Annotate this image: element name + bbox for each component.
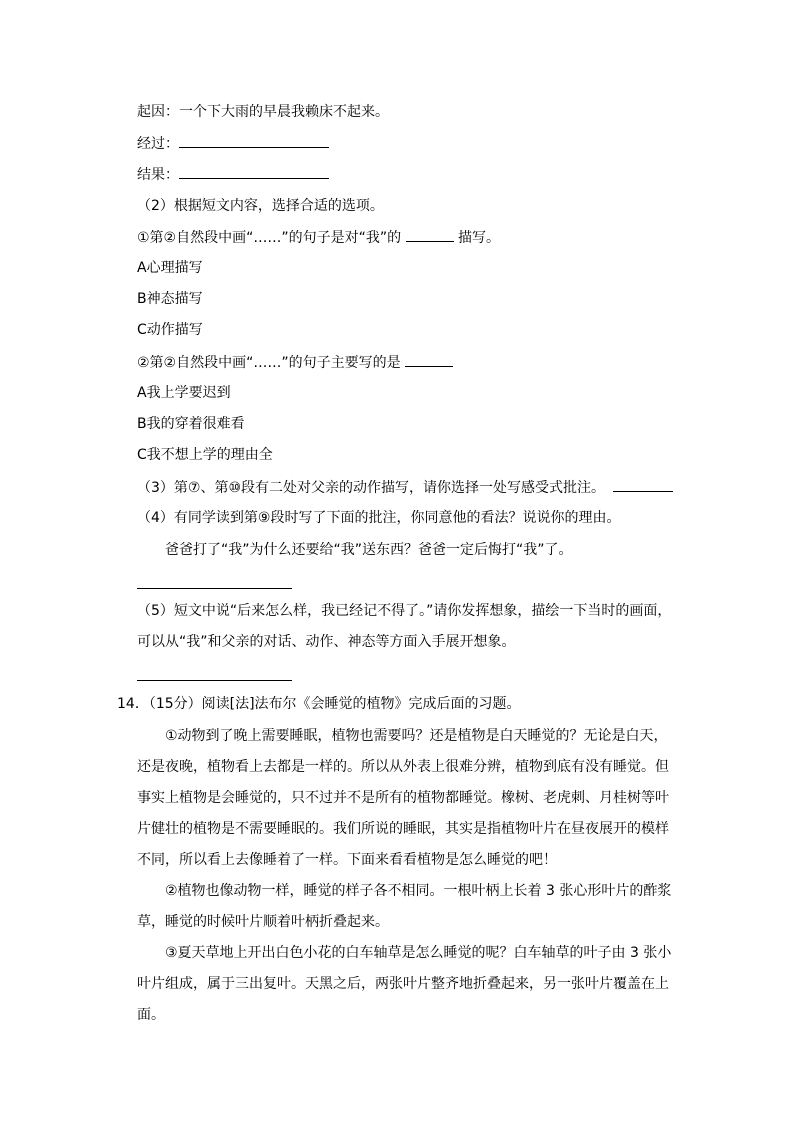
sub2-q1-option-c: C动作描写 (137, 322, 203, 338)
q13-sub3 (137, 477, 673, 498)
q13-sub4: （4）有同学读到第⑨段时写了下面的批注，你同意他的看法？说说你的理由。 (137, 510, 621, 526)
sub2-q2-option-a: A我上学要迟到 (137, 385, 231, 401)
q14-para1-line4: 片健壮的植物是不需要睡眠的。我们所说的睡眠，其实是指植物叶片在昼夜展开的模样 (137, 821, 669, 837)
sub2-q1-tail: 描写。 (458, 230, 501, 246)
q13-sub5-line1: （5）短文中说“后来怎么样，我已经记不得了。”请你发挥想象，描绘一下当时的画面， (137, 603, 672, 619)
sub2-q1-option-b: B神态描写 (137, 291, 203, 307)
sub5-answer-line[interactable] (137, 680, 292, 681)
process-label: 经过： (137, 136, 179, 152)
sub2-q1-blank[interactable] (406, 227, 454, 242)
q14-para3-line1: ③夏天草地上开出白色小花的白车轴草是怎么睡觉的呢？白车轴草的叶子由 3 张小 (165, 945, 672, 961)
result-answer-blank[interactable] (179, 164, 329, 179)
sub3-text: （3）第⑦、第⑩段有二处对父亲的动作描写，请你选择一处写感受式批注。 (137, 480, 606, 496)
sub2-q2-option-c: C我不想上学的理由全 (137, 447, 273, 463)
sub2-q1-text: ①第②自然段中画“……”的句子是对“我”的 (137, 230, 402, 246)
q14-para1-line3: 事实上植物是会睡觉的，只不过并不是所有的植物都睡觉。橡树、老虎刺、月桂树等叶 (137, 790, 669, 806)
q14-para2-line2: 草，睡觉的时候叶片顺着叶柄折叠起来。 (137, 914, 389, 930)
sub2-q2-option-b: B我的穿着很难看 (137, 416, 245, 432)
q13-sub5-line2: 可以从“我”和父亲的对话、动作、神态等方面入手展开想象。 (137, 634, 516, 650)
q14-para2-line1: ②植物也像动物一样，睡觉的样子各不相同。一根叶柄上长着 3 张心形叶片的酢浆 (165, 883, 672, 899)
q14-para1-line5: 不同，所以看上去像睡着了一样。下面来看看植物是怎么睡觉的吧！ (137, 852, 557, 868)
q14-para1-line2: 还是夜晚，植物看上去都是一样的。所以从外表上很难分辨，植物到底有没有睡觉。但 (137, 759, 669, 775)
q14-para1-line1: ①动物到了晚上需要睡眠，植物也需要吗？还是植物是白天睡觉的？无论是白天， (165, 728, 668, 744)
sub3-blank[interactable] (613, 477, 673, 492)
q13-sub4-quote: 爸爸打了“我”为什么还要给“我”送东西？爸爸一定后悔打“我”了。 (165, 542, 573, 558)
sub2-q1-option-a: A心理描写 (137, 260, 203, 276)
sub2-q2-blank[interactable] (405, 352, 453, 367)
q13-sub2-q2 (137, 352, 453, 373)
process-answer-blank[interactable] (179, 133, 329, 148)
q14-para3-line2: 叶片组成，属于三出复叶。天黑之后，两张叶片整齐地折叠起来，另一张叶片覆盖在上 (137, 976, 669, 992)
q14-heading: 14．（15分）阅读[法]法布尔《会睡觉的植物》完成后面的习题。 (117, 696, 521, 712)
q14-para3-line3: 面。 (137, 1007, 165, 1023)
q13-result (137, 164, 329, 185)
q13-sub2-prompt: （2）根据短文内容，选择合适的选项。 (137, 198, 384, 214)
q13-process (137, 133, 329, 154)
sub4-answer-line[interactable] (137, 588, 292, 589)
q13-cause: 起因：一个下大雨的早晨我赖床不起来。 (137, 104, 389, 120)
result-label: 结果： (137, 167, 179, 183)
sub2-q2-text: ②第②自然段中画“……”的句子主要写的是 (137, 355, 401, 371)
q13-sub2-q1 (137, 227, 500, 248)
